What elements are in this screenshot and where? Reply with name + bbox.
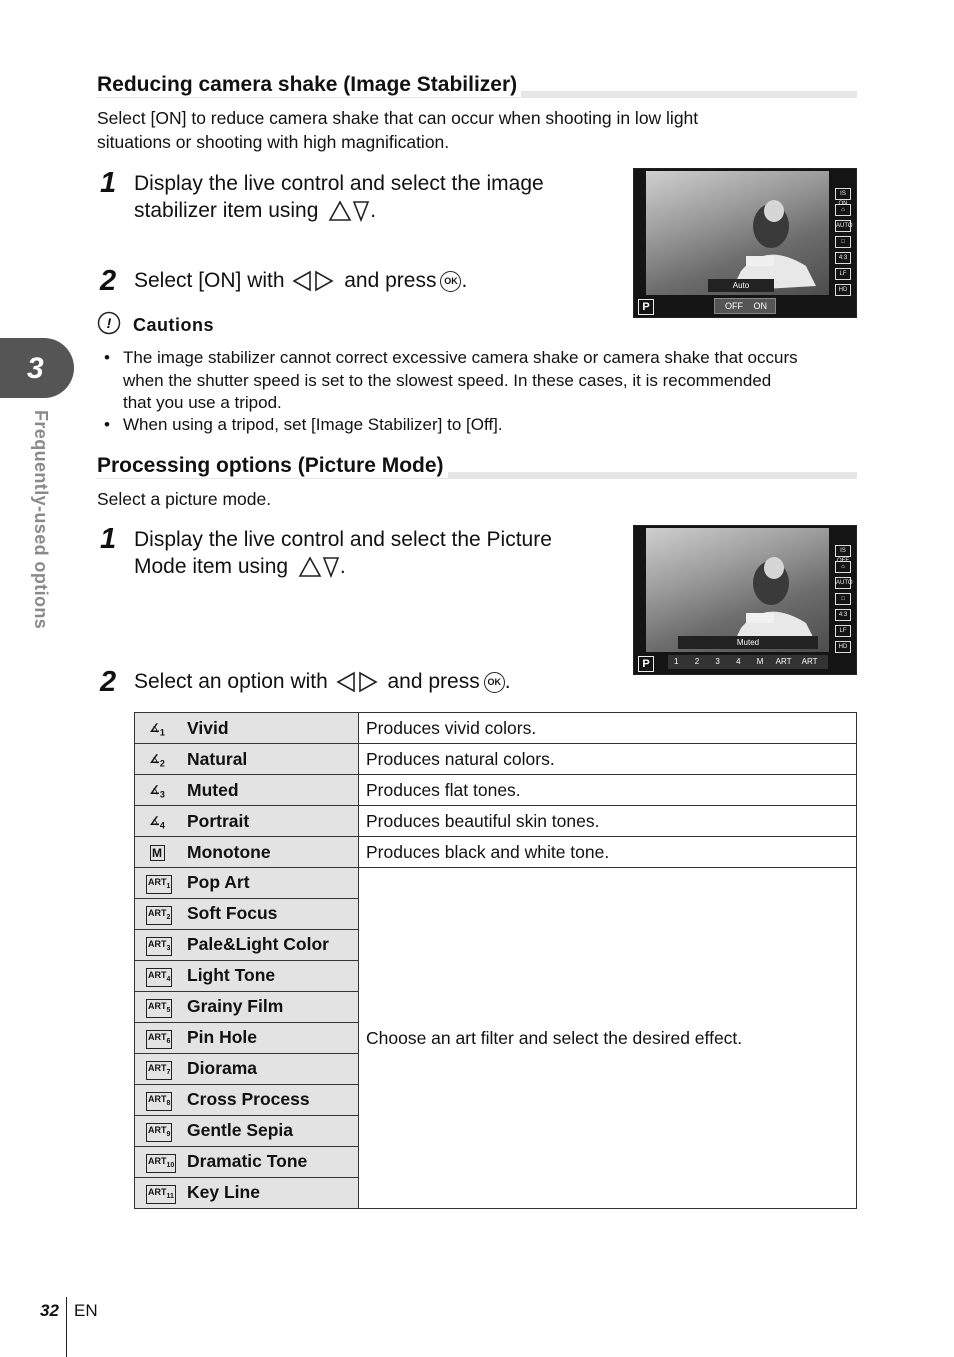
picture-mode-name-cell [135, 1023, 359, 1054]
table-row [135, 837, 857, 868]
picture-mode-intro: Select a picture mode. [97, 489, 272, 509]
picture-mode-strip: 1 2 3 4 M ART ART [668, 655, 828, 669]
step2-text: Select [ON] with and press OK . [134, 269, 468, 292]
svg-text:!: ! [106, 315, 112, 331]
picture-mode-icon: $∡_4$ [149, 813, 165, 831]
art-filter-icon: $ART_6$ [146, 1029, 168, 1049]
picture-mode-name: Vivid [187, 717, 229, 738]
photo-preview [646, 528, 829, 652]
mode-label: Muted [678, 636, 818, 649]
woman-reading-image [646, 528, 829, 652]
picture-mode-icon: $∡_3$ [149, 782, 165, 800]
drive-icon: □ [835, 593, 851, 605]
photo-preview [646, 171, 829, 295]
video-quality-icon: HD [835, 284, 851, 296]
aspect-icon: 4:3 [835, 609, 851, 621]
ok-button-icon: OK [440, 271, 461, 292]
step-number: 2 [100, 666, 117, 698]
section-title-stabilizer: Reducing camera shake (Image Stabilizer) [97, 73, 521, 97]
picture-mode-name-cell [135, 713, 359, 744]
caution-item: The image stabilizer cannot correct excessive camera shake or camera shake that occurs when the shutter speed is set to the slowest speed. In these cases, it is recommended that you use a tripod. [123, 348, 798, 412]
picture-mode-name-cell [135, 1178, 359, 1209]
stabilizer-intro-line2: situations or shooting with high magnification. [97, 132, 450, 152]
picture-mode-name-cell [135, 930, 359, 961]
picture-mode-name: Pale&Light Color [187, 934, 329, 955]
bullet-dot: • [104, 348, 110, 367]
art-filter-icon: $ART_{11}$ [146, 1184, 168, 1204]
mode-p-indicator: P [638, 299, 654, 315]
picture-mode-icon: ⌂ [835, 561, 851, 573]
left-right-arrows-icon [334, 671, 382, 693]
stabilizer-selector: OFF ON [714, 298, 776, 314]
art-filter-icon: $ART_4$ [146, 967, 168, 987]
step-number: 2 [100, 265, 117, 297]
picture-mode-name: Natural [187, 748, 248, 769]
picture-mode-name-cell [135, 1054, 359, 1085]
picture-mode-name: Light Tone [187, 965, 276, 986]
picture-mode-name-cell [135, 775, 359, 806]
art-filter-icon: $ART_1$ [146, 874, 168, 894]
section-title-picture-mode: Processing options (Picture Mode) [97, 454, 448, 478]
is-off-icon: IS OFF [835, 545, 851, 557]
quality-icon: LF [835, 268, 851, 280]
picture-mode-name: Muted [187, 779, 239, 800]
step-number: 1 [100, 167, 117, 199]
step-number: 1 [100, 523, 117, 555]
bullet-dot: • [104, 415, 110, 434]
picture-mode-description: Produces black and white tone. [359, 837, 857, 868]
picture-mode-name-cell [135, 992, 359, 1023]
picture-mode-name: Pop Art [187, 872, 250, 893]
picture-mode-icon: $∡_1$ [149, 720, 165, 738]
picture-mode-name: Pin Hole [187, 1027, 258, 1048]
art-filter-icon: $ART_{10}$ [146, 1153, 168, 1173]
picture-mode-icon: $∡_2$ [149, 751, 165, 769]
picture-mode-name: Dramatic Tone [187, 1151, 308, 1172]
left-right-arrows-icon [290, 270, 338, 292]
picture-mode-name-cell [135, 837, 359, 868]
picture-mode-name: Gentle Sepia [187, 1120, 294, 1141]
picture-mode-name-cell [135, 1147, 359, 1178]
picture-mode-name: Key Line [187, 1182, 260, 1203]
picture-mode-name: Portrait [187, 810, 250, 831]
art-filter-icon: $ART_9$ [146, 1122, 168, 1142]
mode-label: Auto [708, 279, 774, 292]
art-filter-icon: $ART_8$ [146, 1091, 168, 1111]
picture-mode-name-cell [135, 1116, 359, 1147]
picture-mode-name-cell [135, 868, 359, 899]
language-label: EN [74, 1301, 98, 1320]
table-row [135, 806, 857, 837]
table-row [135, 744, 857, 775]
chapter-label: Frequently-used options [31, 410, 51, 630]
up-down-arrows-icon [324, 200, 370, 222]
picture-mode-icon: ⌂ [835, 204, 851, 216]
picture-mode-name: Cross Process [187, 1089, 310, 1110]
cautions-title: Cautions [133, 315, 215, 335]
step2-text: Select an option with and press OK . [134, 670, 511, 693]
caution-icon [97, 311, 121, 335]
table-row [135, 775, 857, 806]
step-text-line1: Display the live control and select the image [134, 172, 544, 195]
picture-mode-description: Produces natural colors. [359, 744, 857, 775]
page-number: 32 [40, 1301, 59, 1320]
caution-item: When using a tripod, set [Image Stabilizer] to [Off]. [123, 415, 503, 434]
step-text-line2: Mode item using . [134, 555, 346, 578]
woman-reading-image [646, 171, 829, 295]
art-filter-icon: $ART_7$ [146, 1060, 168, 1080]
monotone-icon: M [146, 845, 168, 861]
table-row [135, 868, 857, 899]
picture-mode-description: Produces beautiful skin tones. [359, 806, 857, 837]
picture-mode-name: Diorama [187, 1058, 258, 1079]
picture-mode-name-cell [135, 961, 359, 992]
picture-mode-table [134, 712, 857, 1209]
picture-mode-name-cell [135, 1085, 359, 1116]
table-row [135, 713, 857, 744]
picture-mode-description: Produces vivid colors. [359, 713, 857, 744]
quality-icon: LF [835, 625, 851, 637]
up-down-arrows-icon [294, 556, 340, 578]
is-on-icon: IS ON [835, 188, 851, 200]
drive-icon: □ [835, 236, 851, 248]
picture-mode-name: Monotone [187, 841, 271, 862]
step-text-line1: Display the live control and select the Picture [134, 528, 552, 551]
picture-mode-name: Grainy Film [187, 996, 284, 1017]
picture-mode-name-cell [135, 806, 359, 837]
stabilizer-intro-line1: Select [ON] to reduce camera shake that can occur when shooting in low light [97, 108, 699, 128]
footer-divider [66, 1297, 67, 1357]
art-filter-description: Choose an art filter and select the desired effect. [359, 868, 857, 1209]
picture-mode-name-cell [135, 744, 359, 775]
wb-auto-icon: AUTO [835, 220, 851, 232]
art-filter-icon: $ART_2$ [146, 905, 168, 925]
step-text-line2: stabilizer item using . [134, 199, 377, 222]
camera-screen-stabilizer [633, 168, 857, 318]
aspect-icon: 4:3 [835, 252, 851, 264]
picture-mode-name: Soft Focus [187, 903, 278, 924]
wb-auto-icon: AUTO [835, 577, 851, 589]
camera-screen-picture-mode [633, 525, 857, 675]
mode-p-indicator: P [638, 656, 654, 672]
art-filter-icon: $ART_3$ [146, 936, 168, 956]
ok-button-icon: OK [484, 672, 505, 693]
art-filter-icon: $ART_5$ [146, 998, 168, 1018]
picture-mode-description: Produces flat tones. [359, 775, 857, 806]
chapter-number: 3 [27, 352, 44, 385]
picture-mode-name-cell [135, 899, 359, 930]
video-quality-icon: HD [835, 641, 851, 653]
